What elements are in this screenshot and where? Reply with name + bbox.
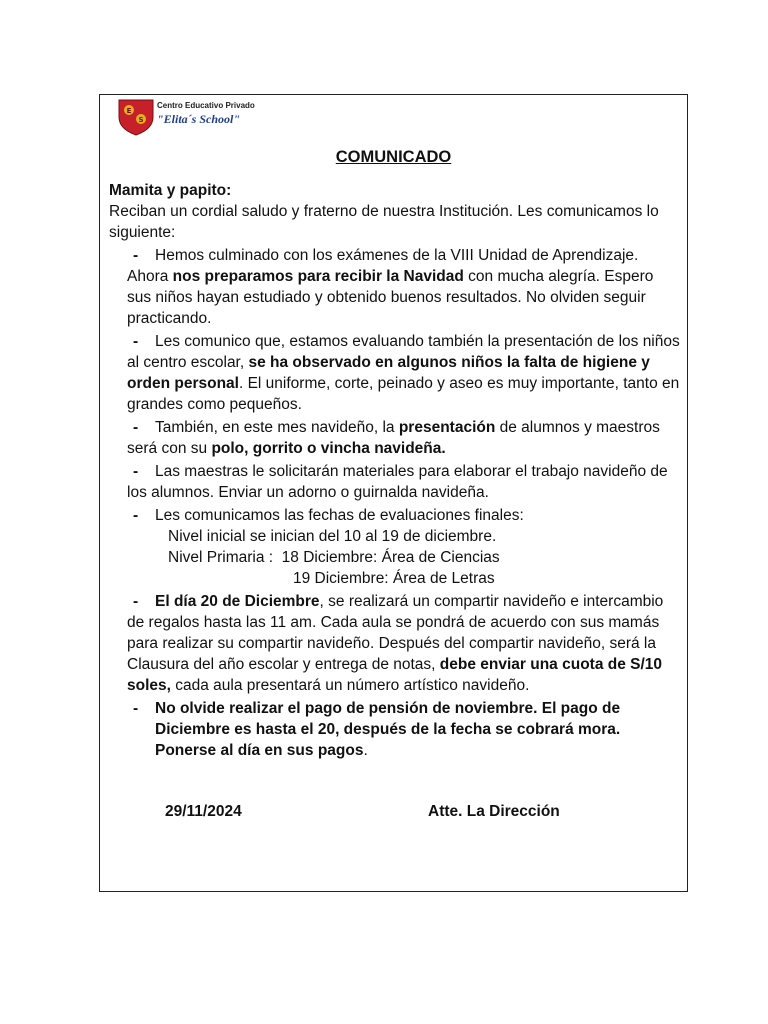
- school-type-label: Centro Educativo Privado: [157, 101, 255, 110]
- evaluation-inicial: Nivel inicial se inician del 10 al 19 de diciembre.: [168, 528, 497, 545]
- list-item: [109, 591, 681, 696]
- bullet-dash: -: [133, 333, 139, 350]
- crest-letter-s: S: [138, 116, 144, 124]
- item-text: Les comunico que, estamos evaluando también la presentación de los niños al centro escolar,: [127, 333, 680, 371]
- item-bold-text: No olvide realizar el pago de pensión de noviembre. El pago de Diciembre es hasta el 20, después de la fecha se cobrará mora. Ponerse al día en sus pagos: [155, 700, 621, 759]
- evaluation-primaria: Nivel Primaria : 18 Diciembre: Área de Ciencias: [168, 549, 500, 566]
- item-bold-text: se ha observado en algunos niños la falta de higiene y orden personal: [127, 354, 650, 392]
- signature: Atte. La Dirección: [428, 803, 560, 820]
- item-text: Las maestras le solicitarán materiales para elaborar el trabajo navideño de los alumnos. Enviar un adorno o guirnalda navideña.: [127, 463, 668, 501]
- list-item: [109, 461, 681, 503]
- item-bold-text: El día 20 de Diciembre: [155, 593, 320, 610]
- bullet-dash: -: [133, 700, 139, 717]
- item-text: . El uniforme, corte, peinado y aseo es muy importante, tanto en grandes como pequeños.: [127, 375, 680, 413]
- crest-letter-e: E: [126, 107, 132, 115]
- greeting: Mamita y papito:: [109, 182, 232, 199]
- item-bold-text: debe enviar una cuota de S/10 soles,: [127, 656, 663, 694]
- bullet-dash: -: [133, 247, 139, 264]
- evaluation-primaria-2: 19 Diciembre: Área de Letras: [293, 570, 495, 587]
- list-item: [109, 245, 681, 329]
- list-item: [109, 417, 681, 459]
- document-date: 29/11/2024: [165, 803, 242, 820]
- item-text: Les comunicamos las fechas de evaluaciones finales:: [155, 507, 524, 524]
- item-text: También, en este mes navideño, la: [155, 419, 399, 436]
- school-logo: [117, 97, 277, 137]
- item-text: de alumnos y maestros será con su: [127, 419, 660, 457]
- bullet-dash: -: [133, 593, 139, 610]
- item-text: Hemos culminado con los exámenes de la VIII Unidad de Aprendizaje. Ahora: [127, 247, 639, 285]
- item-bold-text: polo, gorrito o vincha navideña.: [211, 440, 446, 457]
- list-item: [109, 331, 681, 415]
- document-body: [109, 180, 681, 761]
- list-item: [109, 698, 681, 761]
- school-name: "Elita´s School": [157, 112, 241, 126]
- document-title: COMUNICADO: [335, 148, 452, 166]
- item-text: , se realizará un compartir navideño e intercambio de regalos hasta las 11 am. Cada aula se pondrá de acuerdo con sus mamás para realizar su compartir navideño. Después del compartir navideño, será la Clausura del año escolar y entrega de notas,: [127, 593, 664, 673]
- item-bold-text: nos preparamos para recibir la Navidad: [172, 268, 464, 285]
- item-text: cada aula presentará un número artístico navideño.: [170, 677, 530, 694]
- item-text: .: [363, 742, 368, 759]
- item-text: con mucha alegría. Espero sus niños hayan estudiado y obtenido buenos resultados. No olviden seguir practicando.: [127, 268, 654, 327]
- intro-paragraph: Reciban un cordial saludo y fraterno de nuestra Institución. Les comunicamos lo siguiente:: [109, 203, 659, 241]
- bullet-dash: -: [133, 463, 139, 480]
- bullet-dash: -: [133, 507, 139, 524]
- item-bold-text: presentación: [398, 419, 496, 436]
- list-item: [109, 505, 681, 589]
- school-crest-icon: [117, 97, 155, 137]
- bullet-dash: -: [133, 419, 139, 436]
